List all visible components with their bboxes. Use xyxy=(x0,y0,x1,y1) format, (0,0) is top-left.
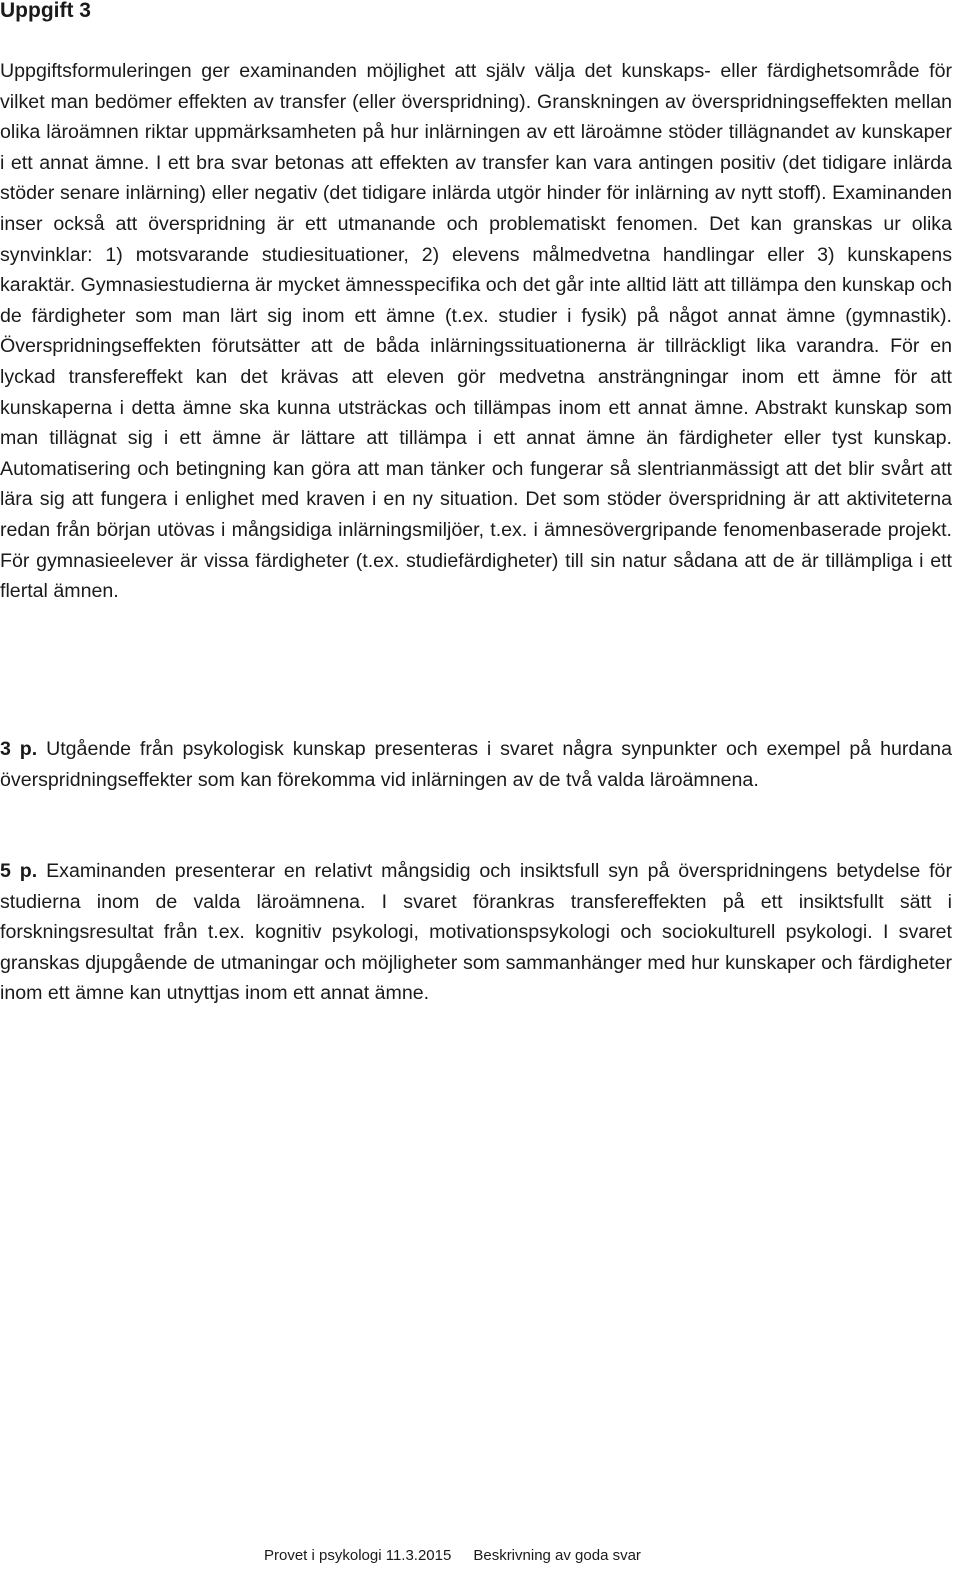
criterion-5-points xyxy=(0,856,952,1009)
footer-exam-title: Provet i psykologi 11.3.2015 xyxy=(264,1547,452,1564)
page-title: Uppgift 3 xyxy=(0,0,91,22)
page-footer xyxy=(264,1546,641,1566)
intro-paragraph: Uppgiftsformuleringen ger examinanden möjlighet att själv välja det kunskaps- eller färdighetsområde för vilket man bedömer effekten av transfer (eller överspridning). Granskningen av överspridningseffekten mellan olika läroämnen riktar uppmärksamheten på hur inlärningen av ett läroämne stöder tillägnandet av kunskaper i ett annat ämne. I ett bra svar betonas att effekten av transfer kan vara antingen positiv (det tidigare inlärda stöder senare inlärning) eller negativ (det tidigare inlärda utgör hinder för inlärning av nytt stoff). Examinanden inser också att överspridning är ett utmanande och problematiskt fenomen. Det kan granskas ur olika synvinklar: 1) motsvarande studiesituationer, 2) elevens målmedvetna handlingar eller 3) kunskapens karaktär. Gymnasiestudierna är mycket ämnesspecifika och det går inte alltid lätt att tillämpa den kunskap och de färdigheter som man lärt sig inom ett ämne (t.ex. studier i fysik) på något annat ämne (gymnastik). Överspridningseffekten förutsätter att de båda inlärningssituationerna är tillräckligt lika varandra. För en lyckad transfereffekt kan det krävas att eleven gör medvetna ansträngningar inom ett ämne för att kunskaperna i detta ämne ska kunna utsträckas och tillämpas inom ett annat ämne. Abstrakt kunskap som man tillägnat sig i ett ämne är lättare att tillämpa i ett annat ämne än färdigheter eller tyst kunskap. Automatisering och betingning kan göra att man tänker och fungerar så slentrianmässigt att det blir svårt att lära sig att fungera i enlighet med kraven i en ny situation. Det som stöder överspridning är att aktiviteterna redan från början utövas i mångsidiga inlärningsmiljöer, t.ex. i ämnesövergripande fenomenbaserade projekt. För gymnasieelever är vissa färdigheter (t.ex. studiefärdigheter) till sin natur sådana att de är tillämpliga i ett flertal ämnen. xyxy=(0,60,952,603)
footer-document-title: Beskrivning av goda svar xyxy=(473,1547,641,1564)
criterion-3-points xyxy=(0,734,952,795)
points-label: 5 p. xyxy=(0,860,38,882)
criterion-text: Examinanden presenterar en relativt mångsidig och insiktsfull syn på överspridningens betydelse för studierna inom de valda läroämnena. I svaret förankras transfereffekten på ett insiktsfullt sätt i forskningsresultat från t.ex. kognitiv psykologi, motivationspsykologi och sociokulturell psykologi. I svaret granskas djupgående de utmaningar och möjligheter som sammanhänger med hur kunskaper och färdigheter inom ett ämne kan utnyttjas inom ett annat ämne. xyxy=(0,860,952,1005)
criterion-text: Utgående från psykologisk kunskap presenteras i svaret några synpunkter och exempel på hurdana överspridningseffekter som kan förekomma vid inlärningen av de två valda läroämnena. xyxy=(0,738,952,791)
points-label: 3 p. xyxy=(0,738,38,760)
